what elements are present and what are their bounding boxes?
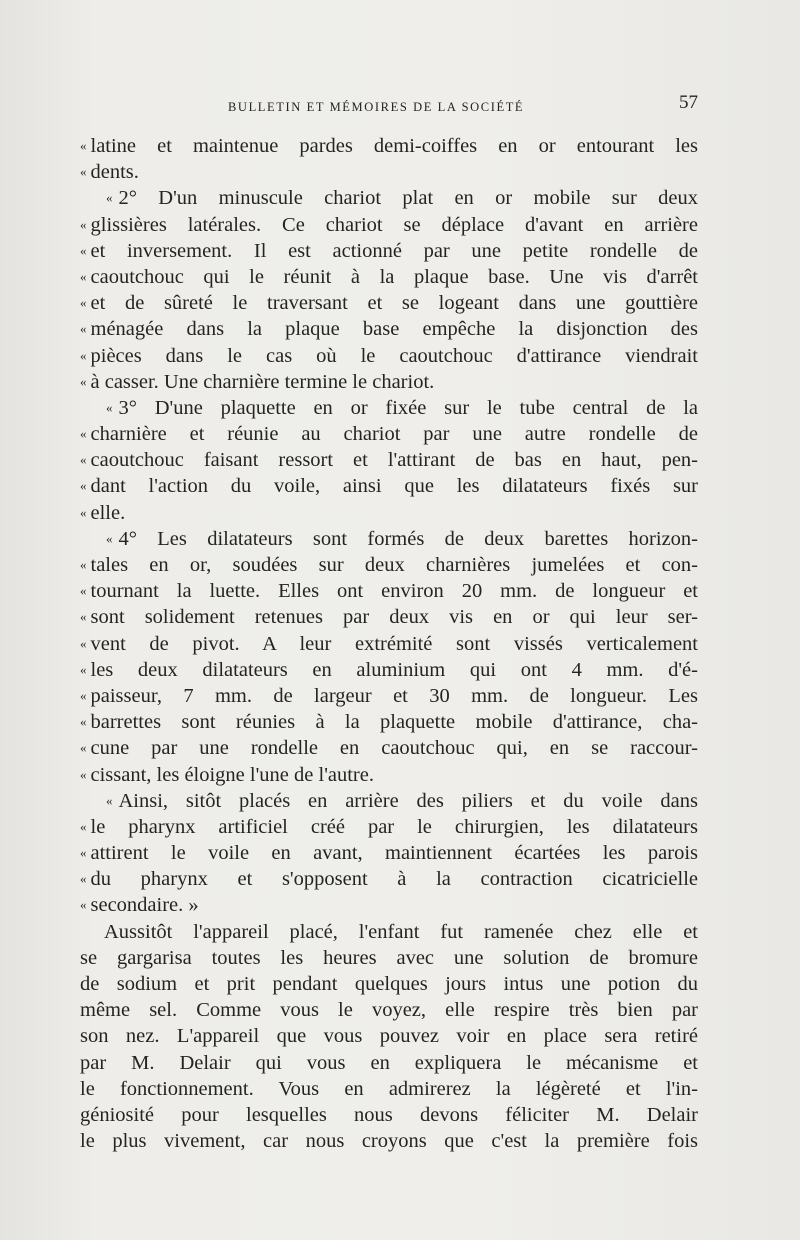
quote-mark: «: [80, 426, 87, 442]
line-text: à casser. Une charnière termine le chariot.: [90, 370, 435, 393]
quote-mark: «: [80, 557, 87, 572]
page-number: 57: [679, 92, 698, 113]
line-text: le pharynx artificiel créé par le chirurgien, les dilatateurs: [90, 815, 698, 838]
line-text: Aussitôt l'appareil placé, l'enfant fut ramenée chez elle et: [104, 920, 698, 943]
line-text: vent de pivot. A leur extrémité sont vissés verticalement: [90, 632, 698, 655]
text-line: [80, 631, 698, 657]
line-text: attirent le voile en avant, maintiennent écartées les parois: [90, 842, 698, 865]
line-text: latine et maintenue pardes demi-coiffes en or entourant les: [90, 135, 698, 157]
line-text: tales en or, soudées sur deux charnières jumelées et con-: [90, 554, 698, 576]
line-text: tournant la luette. Elles ont environ 20 mm. de longueur et: [90, 580, 698, 603]
quote-mark: «: [80, 818, 87, 834]
page-header: [228, 92, 698, 120]
quote-mark: «: [80, 373, 87, 389]
line-text: caoutchouc faisant ressort et l'attirant de bas en haut, pen-: [90, 449, 698, 472]
line-text: 2° D'un minuscule chariot plat en or mobile sur deux: [118, 187, 698, 210]
line-text: secondaire. »: [90, 894, 199, 917]
line-text: Ainsi, sitôt placés en arrière des piliers et du voile dans: [118, 789, 698, 812]
text-line: [80, 1128, 698, 1154]
line-text: cissant, les éloigne l'une de l'autre.: [90, 763, 374, 786]
line-text: et de sûreté le traversant et se logeant dans une gouttière: [90, 292, 698, 315]
quote-mark: «: [80, 504, 87, 520]
line-text: son nez. L'appareil que vous pouvez voir en place sera retiré: [80, 1025, 698, 1048]
text-line: [80, 552, 698, 578]
line-text: elle.: [90, 501, 126, 524]
quote-mark: «: [80, 766, 87, 782]
quote-mark: «: [80, 661, 87, 677]
text-line: [80, 604, 698, 630]
quote-mark: «: [80, 347, 87, 363]
quote-mark: «: [80, 740, 87, 756]
text-line: [80, 264, 698, 290]
text-line: [80, 892, 698, 918]
text-line: [80, 343, 698, 369]
text-line: [80, 997, 698, 1023]
text-line: [80, 369, 698, 395]
text-line: [80, 762, 698, 788]
line-text: du pharynx et s'opposent à la contraction cicatricielle: [90, 868, 698, 891]
quote-mark: «: [80, 714, 87, 730]
text-line: [80, 945, 698, 971]
text-line: [80, 473, 698, 499]
quote-mark: «: [80, 897, 87, 913]
text-line: [80, 238, 698, 264]
line-text: le fonctionnement. Vous en admirerez la légèreté et l'in-: [80, 1077, 698, 1100]
running-title: BULLETIN ET MÉMOIRES DE LA SOCIÉTÉ: [228, 100, 525, 114]
line-text: le plus vivement, car nous croyons que c'est la première fois: [80, 1130, 698, 1153]
text-line: [80, 395, 698, 421]
line-text: ménagée dans la plaque base empêche la disjonction des: [90, 318, 698, 341]
quote-mark: «: [80, 687, 87, 703]
text-line: [80, 316, 698, 342]
text-line: [80, 683, 698, 709]
quote-mark: «: [80, 216, 87, 232]
quote-mark: «: [80, 478, 87, 494]
text-line: [80, 421, 698, 447]
quote-mark: «: [106, 792, 113, 808]
body-text: [80, 133, 698, 1154]
text-line: [80, 526, 698, 552]
text-line: [80, 290, 698, 316]
line-text: dents.: [90, 161, 139, 184]
text-line: [80, 657, 698, 683]
text-line: [80, 866, 698, 892]
line-text: de sodium et prit pendant quelques jours intus une potion du: [80, 973, 698, 995]
quote-mark: «: [80, 871, 87, 887]
text-line: [80, 735, 698, 761]
text-line: [80, 578, 698, 604]
line-text: glissières latérales. Ce chariot se déplace d'avant en arrière: [90, 213, 698, 236]
line-text: même sel. Comme vous le voyez, elle respire très bien par: [80, 999, 698, 1022]
quote-mark: «: [106, 399, 113, 415]
quote-mark: «: [80, 609, 87, 625]
line-text: barrettes sont réunies à la plaquette mobile d'attirance, cha-: [90, 711, 698, 734]
line-text: paisseur, 7 mm. de largeur et 30 mm. de longueur. Les: [90, 684, 698, 707]
text-line: [80, 1023, 698, 1049]
text-line: [80, 1076, 698, 1102]
text-line: [80, 500, 698, 526]
text-line: [80, 133, 698, 159]
line-text: 3° D'une plaquette en or fixée sur le tube central de la: [118, 396, 698, 419]
line-text: se gargarisa toutes les heures avec une solution de bromure: [80, 946, 698, 969]
line-text: sont solidement retenues par deux vis en or qui leur ser-: [90, 606, 698, 629]
line-text: les deux dilatateurs en aluminium qui ont 4 mm. d'é-: [90, 658, 698, 681]
text-line: [80, 919, 698, 945]
quote-mark: «: [80, 321, 87, 337]
text-line: [80, 185, 698, 211]
line-text: dant l'action du voile, ainsi que les dilatateurs fixés sur: [90, 475, 698, 498]
text-line: [80, 788, 698, 814]
quote-mark: «: [80, 242, 87, 258]
line-text: géniosité pour lesquelles nous devons féliciter M. Delair: [80, 1103, 698, 1126]
quote-mark: «: [106, 190, 113, 206]
line-text: pièces dans le cas où le caoutchouc d'attirance viendrait: [90, 344, 698, 367]
text-line: [80, 814, 698, 840]
text-line: [80, 1102, 698, 1128]
quote-mark: «: [80, 295, 87, 311]
line-text: et inversement. Il est actionné par une petite rondelle de: [90, 239, 698, 262]
line-text: 4° Les dilatateurs sont formés de deux barettes horizon-: [118, 527, 698, 550]
text-line: [80, 840, 698, 866]
line-text: cune par une rondelle en caoutchouc qui, en se raccour-: [90, 737, 698, 760]
quote-mark: «: [80, 845, 87, 861]
quote-mark: «: [80, 164, 87, 180]
line-text: par M. Delair qui vous en expliquera le mécanisme et: [80, 1051, 698, 1074]
text-line: [80, 159, 698, 185]
text-line: [80, 709, 698, 735]
quote-mark: «: [80, 452, 87, 468]
quote-mark: «: [80, 635, 87, 651]
quote-mark: «: [80, 268, 87, 284]
quote-mark: «: [80, 138, 87, 153]
line-text: charnière et réunie au chariot par une autre rondelle de: [90, 423, 698, 446]
text-line: [80, 971, 698, 997]
quote-mark: «: [106, 530, 113, 546]
line-text: caoutchouc qui le réunit à la plaque base. Une vis d'arrêt: [90, 265, 698, 288]
text-line: [80, 1050, 698, 1076]
text-line: [80, 447, 698, 473]
text-line: [80, 212, 698, 238]
quote-mark: «: [80, 583, 87, 599]
